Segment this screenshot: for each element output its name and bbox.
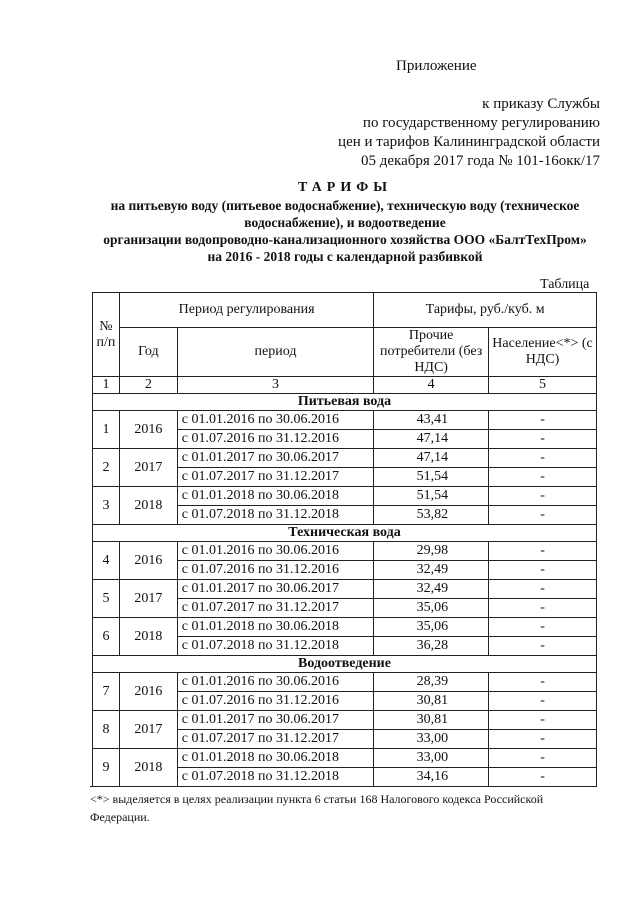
- row-tariff-population: -: [489, 468, 597, 487]
- row-year: 2016: [119, 411, 177, 449]
- row-tariff-other: 47,14: [374, 449, 489, 468]
- header-num: № п/п: [93, 293, 120, 377]
- row-tariff-population: -: [489, 637, 597, 656]
- row-tariff-other: 29,98: [374, 542, 489, 561]
- row-period: с 01.07.2017 по 31.12.2017: [177, 730, 373, 749]
- header-other-consumers: Прочие потребители (без НДС): [374, 328, 489, 377]
- row-tariff-population: -: [489, 618, 597, 637]
- row-tariff-other: 51,54: [374, 487, 489, 506]
- order-line: к приказу Службы: [482, 96, 600, 112]
- row-tariff-population: -: [489, 580, 597, 599]
- table-row: [93, 711, 597, 730]
- row-year: 2017: [119, 449, 177, 487]
- footnote-divider: [90, 786, 200, 787]
- row-tariff-other: 34,16: [374, 768, 489, 787]
- row-tariff-population: -: [489, 487, 597, 506]
- table-row: [93, 411, 597, 430]
- row-period: с 01.01.2017 по 30.06.2017: [177, 580, 373, 599]
- row-tariff-other: 32,49: [374, 561, 489, 580]
- col-number: 3: [177, 377, 373, 394]
- section-row: [93, 525, 597, 542]
- row-tariff-other: 35,06: [374, 599, 489, 618]
- row-year: 2018: [119, 749, 177, 787]
- row-tariff-other: 53,82: [374, 506, 489, 525]
- section-row: [93, 394, 597, 411]
- row-period: с 01.07.2018 по 31.12.2018: [177, 637, 373, 656]
- table-row: [93, 749, 597, 768]
- row-tariff-population: -: [489, 542, 597, 561]
- row-number: 2: [93, 449, 120, 487]
- row-number: 4: [93, 542, 120, 580]
- footnote: <*> выделяется в целях реализации пункта 6 статьи 168 Налогового кодекса Российской Федерации.: [90, 792, 544, 824]
- order-line: цен и тарифов Калининградской области: [338, 134, 600, 150]
- row-tariff-other: 43,41: [374, 411, 489, 430]
- row-period: с 01.01.2017 по 30.06.2017: [177, 449, 373, 468]
- row-tariff-other: 36,28: [374, 637, 489, 656]
- row-tariff-other: 30,81: [374, 692, 489, 711]
- row-period: с 01.07.2018 по 31.12.2018: [177, 506, 373, 525]
- row-number: 8: [93, 711, 120, 749]
- table-row: [93, 487, 597, 506]
- appendix-title: Приложение: [396, 58, 477, 74]
- row-year: 2016: [119, 542, 177, 580]
- table-row: [93, 618, 597, 637]
- row-period: с 01.01.2016 по 30.06.2016: [177, 673, 373, 692]
- document-title: ТАРИФЫ: [298, 180, 392, 195]
- row-tariff-population: -: [489, 449, 597, 468]
- row-tariff-population: -: [489, 730, 597, 749]
- row-tariff-population: -: [489, 768, 597, 787]
- row-tariff-population: -: [489, 711, 597, 730]
- row-tariff-population: -: [489, 411, 597, 430]
- table-label: Таблица: [540, 277, 590, 292]
- section-title: Питьевая вода: [93, 394, 597, 411]
- col-number: 5: [489, 377, 597, 394]
- document-subtitle: [90, 197, 600, 265]
- table-row: [93, 580, 597, 599]
- subtitle-line: на 2016 - 2018 годы с календарной разбивкой: [207, 249, 483, 264]
- row-tariff-other: 30,81: [374, 711, 489, 730]
- header-period: период: [177, 328, 373, 377]
- row-tariff-other: 28,39: [374, 673, 489, 692]
- row-year: 2017: [119, 580, 177, 618]
- row-period: с 01.07.2016 по 31.12.2016: [177, 430, 373, 449]
- row-tariff-other: 47,14: [374, 430, 489, 449]
- row-tariff-other: 51,54: [374, 468, 489, 487]
- row-tariff-population: -: [489, 561, 597, 580]
- header-period-group: Период регулирования: [119, 293, 373, 328]
- section-title: Водоотведение: [93, 656, 597, 673]
- row-period: с 01.07.2016 по 31.12.2016: [177, 692, 373, 711]
- row-period: с 01.07.2017 по 31.12.2017: [177, 599, 373, 618]
- row-period: с 01.01.2018 по 30.06.2018: [177, 487, 373, 506]
- table-row: [93, 542, 597, 561]
- row-number: 5: [93, 580, 120, 618]
- row-period: с 01.07.2016 по 31.12.2016: [177, 561, 373, 580]
- row-tariff-other: 33,00: [374, 730, 489, 749]
- row-period: с 01.07.2017 по 31.12.2017: [177, 468, 373, 487]
- order-reference: [300, 95, 600, 171]
- row-period: с 01.01.2017 по 30.06.2017: [177, 711, 373, 730]
- row-year: 2018: [119, 618, 177, 656]
- header-year: Год: [119, 328, 177, 377]
- row-number: 6: [93, 618, 120, 656]
- row-period: с 01.01.2016 по 30.06.2016: [177, 411, 373, 430]
- col-number: 4: [374, 377, 489, 394]
- row-period: с 01.01.2018 по 30.06.2018: [177, 618, 373, 637]
- row-number: 9: [93, 749, 120, 787]
- row-tariff-other: 32,49: [374, 580, 489, 599]
- header-tariff-group: Тарифы, руб./куб. м: [374, 293, 597, 328]
- row-period: с 01.01.2016 по 30.06.2016: [177, 542, 373, 561]
- row-tariff-other: 33,00: [374, 749, 489, 768]
- subtitle-line: на питьевую воду (питьевое водоснабжение), техническую воду (техническое: [110, 198, 580, 213]
- row-number: 1: [93, 411, 120, 449]
- order-line: по государственному регулированию: [362, 115, 600, 131]
- row-year: 2018: [119, 487, 177, 525]
- row-tariff-population: -: [489, 749, 597, 768]
- subtitle-line: организации водопроводно-канализационного хозяйства ООО «БалтТехПром»: [103, 232, 587, 247]
- row-year: 2016: [119, 673, 177, 711]
- row-period: с 01.01.2018 по 30.06.2018: [177, 749, 373, 768]
- row-tariff-population: -: [489, 692, 597, 711]
- col-number: 2: [119, 377, 177, 394]
- row-tariff-population: -: [489, 599, 597, 618]
- header-population: Население<*> (с НДС): [489, 328, 597, 377]
- row-period: с 01.07.2018 по 31.12.2018: [177, 768, 373, 787]
- row-number: 3: [93, 487, 120, 525]
- row-tariff-other: 35,06: [374, 618, 489, 637]
- row-number: 7: [93, 673, 120, 711]
- row-year: 2017: [119, 711, 177, 749]
- table-row: [93, 449, 597, 468]
- table-row: [93, 673, 597, 692]
- row-tariff-population: -: [489, 430, 597, 449]
- table-body: [93, 394, 597, 787]
- section-row: [93, 656, 597, 673]
- subtitle-line: водоснабжение), и водоотведение: [244, 215, 446, 230]
- tariff-table: [92, 292, 597, 787]
- order-line: 05 декабря 2017 года № 101-16окк/17: [361, 153, 600, 169]
- row-tariff-population: -: [489, 506, 597, 525]
- row-tariff-population: -: [489, 673, 597, 692]
- col-number: 1: [93, 377, 120, 394]
- section-title: Техническая вода: [93, 525, 597, 542]
